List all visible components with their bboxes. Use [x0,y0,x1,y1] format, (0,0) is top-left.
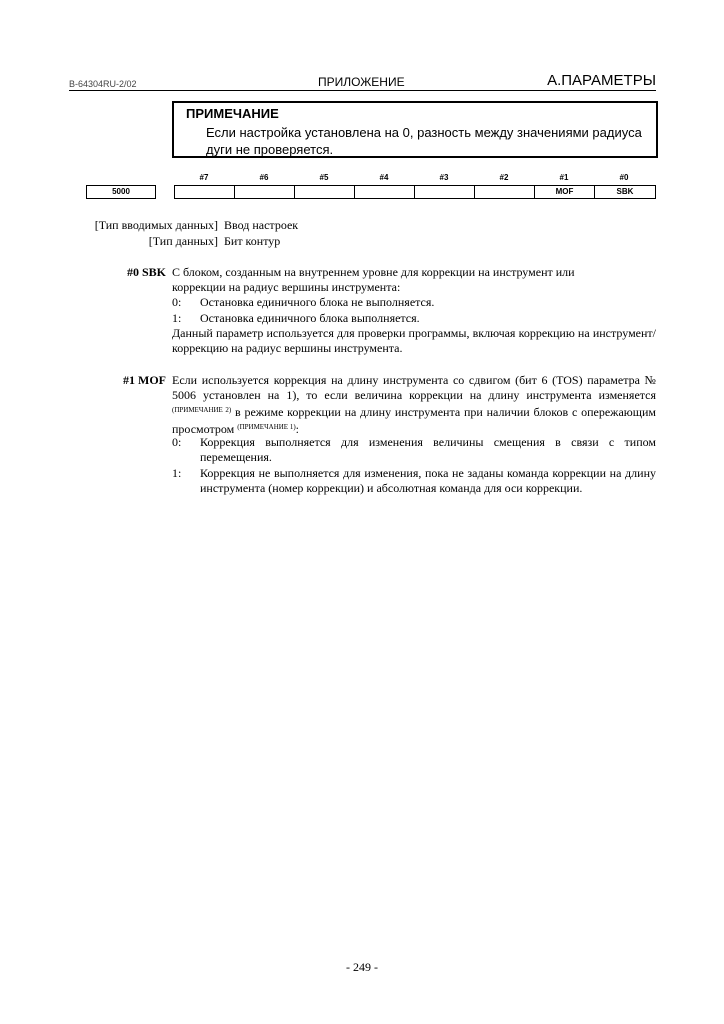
input-type-value: Ввод настроек [224,218,299,232]
bit-label: #3 [439,173,449,182]
header-rule [69,90,656,91]
bit-cell-7 [174,185,235,199]
sbk-label: #0 SBK [126,265,166,279]
option-key: 0: [172,295,182,309]
option-text: Остановка единичного блока не выполняется. [200,295,435,309]
bit-label: #4 [379,173,389,182]
bit-label: #2 [499,173,509,182]
bit-cell-2 [474,185,535,199]
bit-cell-3 [414,185,475,199]
input-type-label: [Тип вводимых данных] [94,218,218,232]
bit-cell-1: MOF [534,185,595,199]
sbk-line-1: С блоком, созданным на внутреннем уровне для коррекции на инструмент или [172,265,575,279]
mof-note-ref-1: (ПРИМЕЧАНИЕ 1) [237,423,296,431]
note-title: ПРИМЕЧАНИЕ [186,106,279,121]
mof-label: #1 MOF [123,373,166,387]
bit-label: #1 [559,173,569,182]
option-text: Коррекция выполняется для изменения величины смещения в связи с типом перемещения. [200,435,656,464]
bit-cell-4 [354,185,415,199]
chapter-title: A.ПАРАМЕТРЫ [547,72,656,89]
sbk-extra: Данный параметр используется для проверки программы, включая коррекцию на инструмент/коррекцию на радиус вершины инструмента. [172,326,656,355]
section-title: ПРИЛОЖЕНИЕ [318,75,405,89]
parameter-number: 5000 [86,185,156,199]
option-text: Остановка единичного блока выполняется. [200,311,420,325]
mof-text [172,373,656,437]
bit-cell-5 [294,185,355,199]
sbk-line-2: коррекции на радиус вершины инструмента: [172,280,401,294]
bit-label: #0 [619,173,629,182]
bit-label: #7 [199,173,209,182]
mof-text-a: Если используется коррекция на длину инструмента со сдвигом (бит 6 (TOS) параметра № 5006 установлен на 1), то если величина коррекции на длину инструмента изменяется [172,373,656,402]
data-type-value: Бит контур [224,234,281,248]
bit-cell-6 [234,185,295,199]
note-text: Если настройка установлена на 0, разность между значениями радиуса дуги не проверяется. [206,125,642,157]
option-key: 0: [172,435,182,449]
option-key: 1: [172,466,182,480]
bit-label: #6 [259,173,269,182]
option-text: Коррекция не выполняется для изменения, пока не заданы команда коррекции на длину инструмента (номер коррекции) и абсолютная команда для оси коррекции. [200,466,656,495]
mof-note-ref-2: (ПРИМЕЧАНИЕ 2) [172,406,232,414]
bit-cell-0: SBK [594,185,656,199]
doc-code: B-64304RU-2/02 [69,79,137,89]
mof-text-b: в режиме коррекции на длину инструмента при наличии блоков с опережающим просмотром [172,405,657,436]
mof-text-c: : [295,422,299,436]
bit-label: #5 [319,173,329,182]
option-key: 1: [172,311,182,325]
data-type-label: [Тип данных] [148,234,218,248]
page-number: - 249 - [346,960,378,974]
note-box [172,101,658,158]
